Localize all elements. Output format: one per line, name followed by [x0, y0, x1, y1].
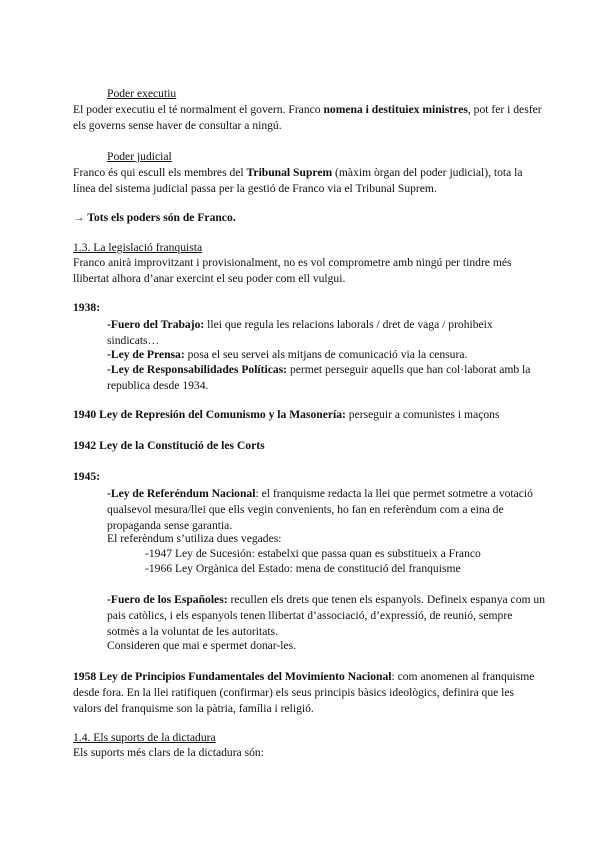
- bold-run: 1940 Ley de Represión del Comunismo y la Masonería:: [73, 408, 346, 421]
- bold-run: -Fuero de los Españoles:: [107, 593, 228, 606]
- paragraph-referendum: [107, 486, 547, 534]
- paragraph-legislacio: Franco anirà improvitzant i provisionalment, no es vol comprometre amb ningú per tindre més llibertat alhora d’anar exercint el seu poder com ell vulgui.: [73, 256, 512, 285]
- line-1942: 1942 Ley de la Constitució de les Corts: [73, 439, 265, 452]
- paragraph-1958: [73, 669, 543, 717]
- text-run: recullen els drets que tenen els espanyols. Defineix espanya com un pais catòlics, i els espanyols tenen llibertat d’associació, d’expressió, de reunió, sempre sotmès a la voluntat de les autoritats.: [107, 593, 545, 638]
- text-run: : el franquisme redacta la llei que permet sotmetre a votació qualsevol mesura/llei que ells vegin convenients, ho fan en referèndum com a eina de propaganda sense garantia.: [107, 487, 533, 532]
- year-1938: 1938:: [73, 301, 101, 314]
- bold-run: nomena i destituiex ministres: [323, 103, 468, 116]
- bold-run: -Ley de Referéndum Nacional: [107, 487, 256, 500]
- line-1940: [73, 407, 543, 423]
- list-item-fuero-trabajo: [107, 317, 547, 349]
- text-run: El poder executiu el té normalment el govern. Franco: [73, 103, 324, 116]
- paragraph-fuero-espanoles: [107, 592, 547, 640]
- section-heading-1-3: 1.3. La legislació franquista: [73, 241, 203, 254]
- bold-run: -Ley de Prensa:: [107, 348, 185, 361]
- text-run: permet perseguir aquells que han col·laborat amb la republica desde 1934.: [107, 363, 531, 392]
- text-run: llei que regula les relacions laborals / dret de vaga / prohibeix sindicats…: [107, 318, 493, 347]
- list-item-ley-sucesion: -1947 Ley de Sucesión: estabelxi que passa quan es substitueix a Franco: [145, 547, 481, 560]
- text-run: , pot fer i desfer els governs sense haver de consultar a ningú.: [73, 103, 542, 132]
- bold-run: Tribunal Suprem: [246, 166, 333, 179]
- text-run: Franco és qui escull els membres del: [73, 166, 247, 179]
- list-item-ley-prensa: [107, 347, 547, 363]
- text-run: perseguir a comunistes i maçons: [345, 408, 500, 421]
- heading-poder-executiu: Poder executiu: [107, 87, 177, 100]
- section-heading-1-4: 1.4. Els suports de la dictadura: [73, 731, 216, 744]
- text-run: posa el seu servei als mitjans de comunicació via la censura.: [184, 348, 468, 361]
- heading-poder-judicial: Poder judicial: [107, 150, 172, 163]
- paragraph-poder-executiu: [73, 102, 543, 134]
- list-item-ley-responsabilidades: [107, 362, 547, 394]
- bold-run: -Fuero del Trabajo:: [107, 318, 205, 331]
- text-run: : com anomenen al franquisme desde fora. En la llei ratifiquen (confirmar) els seus principis bàsics ideològics, definira que les valors del franquisme son la pàtria, família i religió.: [73, 670, 535, 715]
- year-1945: 1945:: [73, 470, 101, 483]
- referendum-uses: El referèndum s’utiliza dues vegades:: [107, 532, 282, 545]
- powers-conclusion: → Tots els poders són de Franco.: [73, 211, 236, 224]
- text-run: (màxim òrgan del poder judicial), tota la línea del sistema judicial passa per la gestió de Franco via el Tribunal Suprem.: [73, 166, 523, 195]
- bold-run: -Ley de Responsabilidades Políticas:: [107, 363, 288, 376]
- paragraph-poder-judicial: [73, 165, 543, 197]
- fuero-note: Consideren que mai e spermet donar-les.: [107, 639, 297, 652]
- list-item-ley-organica: -1966 Ley Orgànica del Estado: mena de constitució del franquisme: [145, 562, 461, 575]
- paragraph-suports: Els suports més clars de la dictadura són:: [73, 746, 264, 759]
- bold-run: 1958 Ley de Principios Fundamentales del Movimiento Nacional: [73, 670, 392, 683]
